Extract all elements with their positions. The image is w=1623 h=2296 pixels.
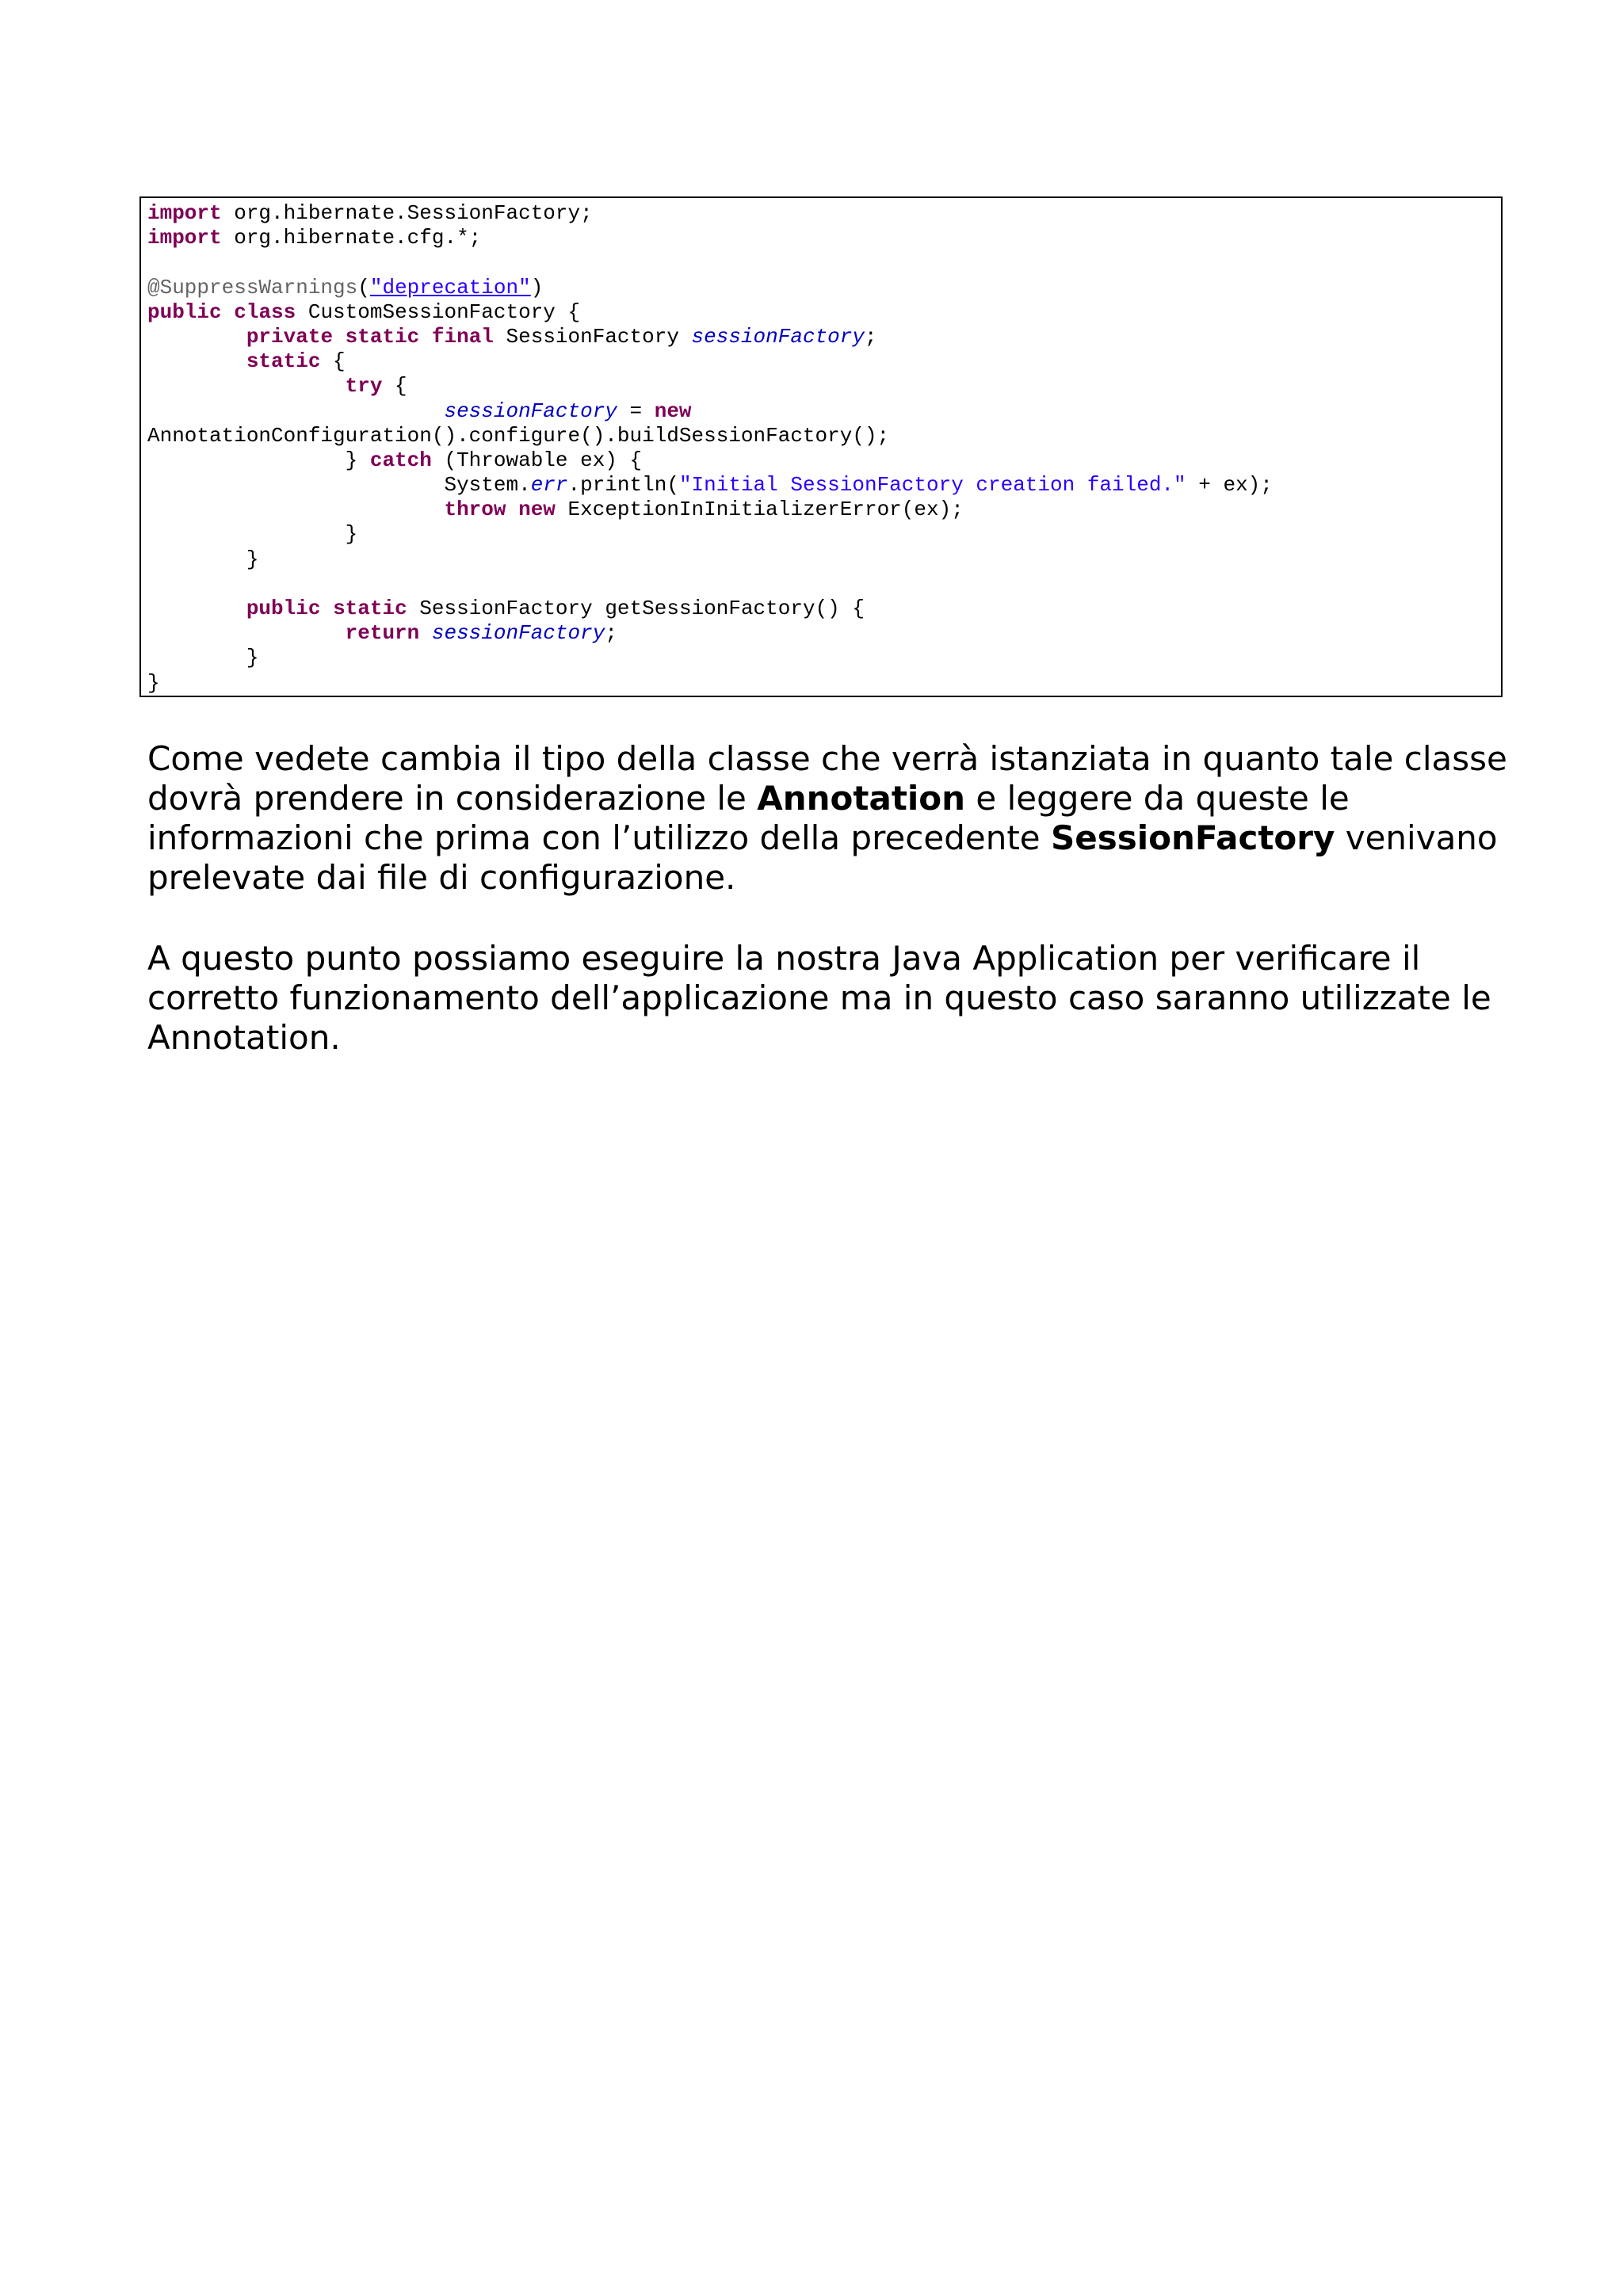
code-token-plain: org.hibernate.SessionFactory; (221, 201, 593, 225)
code-token-plain (222, 300, 235, 324)
code-token-plain: } (147, 522, 358, 547)
bold-term: Annotation (757, 779, 966, 818)
code-token-keyword: public (246, 597, 321, 620)
code-token-plain: = (617, 399, 655, 423)
code-token-plain: SessionFactory (493, 324, 692, 349)
code-token-plain: CustomSessionFactory { (296, 299, 581, 324)
code-token-plain (147, 498, 444, 521)
code-line (147, 522, 1495, 547)
code-token-plain: System. (147, 473, 531, 498)
code-line (147, 646, 1495, 670)
code-token-plain (506, 498, 518, 521)
code-token-plain: ; (864, 324, 877, 349)
code-token-plain: ; (605, 621, 617, 646)
code-token-plain: ExceptionInInitializerError(ex); (555, 498, 964, 522)
code-token-plain (147, 399, 444, 423)
code-line (147, 349, 1495, 374)
code-token-plain: .println( (567, 473, 679, 498)
code-line (147, 572, 1495, 597)
code-token-string: "Initial SessionFactory creation failed." (678, 473, 1186, 498)
code-line (147, 374, 1495, 399)
code-token-keyword: static (345, 324, 420, 349)
code-line (147, 300, 1495, 325)
code-token-plain (419, 621, 432, 645)
code-line (147, 276, 1495, 300)
code-token-plain (147, 597, 246, 620)
code-line (147, 498, 1495, 522)
code-token-keyword: final (431, 324, 494, 349)
code-line (147, 473, 1495, 498)
code-token-plain: org.hibernate.cfg.*; (221, 226, 482, 250)
code-listing (139, 196, 1503, 697)
bold-term: SessionFactory (1051, 818, 1335, 857)
code-line (147, 399, 1495, 424)
code-token-plain: SessionFactory getSessionFactory() { (407, 597, 865, 620)
code-token-plain (147, 621, 346, 645)
code-token-plain: AnnotationConfiguration().configure().buildSessionFactory(); (147, 423, 890, 448)
code-token-plain: } (147, 670, 160, 695)
code-token-plain: ( (357, 275, 370, 299)
paragraph-text: venivano prelevate dai file di configurazione. (147, 818, 1498, 897)
code-token-plain: ) (530, 275, 544, 299)
code-token-plain (333, 325, 346, 349)
code-token-annotation: @SuppressWarnings (147, 275, 358, 299)
code-token-plain: } (147, 646, 259, 670)
code-line (147, 226, 1495, 250)
code-token-keyword: new (654, 399, 692, 423)
code-token-field: sessionFactory (691, 324, 865, 349)
paragraph-text: Come vedete cambia il tipo della classe che verrà istanziata in quanto tale classe dovrà prendere in considerazione le (147, 739, 1507, 818)
code-token-keyword: try (345, 374, 383, 399)
code-line (147, 250, 1495, 275)
paragraph-class-explanation (147, 739, 1510, 898)
code-token-keyword: static (333, 597, 407, 620)
code-token-field: err (530, 473, 568, 498)
code-line (147, 671, 1495, 696)
code-token-keyword: static (246, 349, 321, 374)
code-token-plain (147, 349, 246, 373)
paragraph-text: A questo punto possiamo eseguire la nostra Java Application per verificare il corretto funzionamento dell’applicazione ma in questo caso saranno utilizzate le Annotation. (147, 939, 1491, 1057)
code-line (147, 448, 1495, 473)
code-line (147, 597, 1495, 621)
code-token-keyword: import (147, 226, 222, 250)
code-token-keyword: class (234, 299, 296, 324)
code-token-plain: { (320, 349, 346, 374)
code-token-keyword: return (345, 621, 420, 646)
code-token-keyword: throw (444, 498, 506, 522)
code-line (147, 201, 1495, 226)
code-token-plain: + ex); (1186, 473, 1273, 498)
code-token-plain: { (382, 374, 407, 399)
code-line (147, 621, 1495, 646)
code-token-plain (419, 325, 432, 349)
code-token-field: sessionFactory (431, 621, 605, 646)
code-token-plain (320, 597, 333, 620)
code-token-plain: (Throwable ex) { (431, 448, 643, 472)
code-token-plain (147, 325, 246, 349)
code-token-plain (147, 374, 346, 398)
code-token-link-string: "deprecation" (369, 275, 531, 299)
code-token-keyword: new (518, 498, 556, 522)
paragraph-run-application (147, 939, 1510, 1058)
code-token-keyword: import (147, 201, 222, 225)
paragraph-text: e leggere da queste le informazioni che prima con l’utilizzo della precedente (147, 779, 1350, 857)
code-token-field: sessionFactory (444, 399, 617, 423)
code-token-plain: } (147, 547, 259, 571)
code-token-keyword: public (147, 299, 222, 324)
code-token-keyword: catch (369, 448, 432, 472)
code-line (147, 547, 1495, 572)
code-token-plain: } (147, 448, 370, 472)
code-line (147, 325, 1495, 349)
code-line (147, 424, 1495, 448)
code-token-keyword: private (246, 324, 334, 349)
